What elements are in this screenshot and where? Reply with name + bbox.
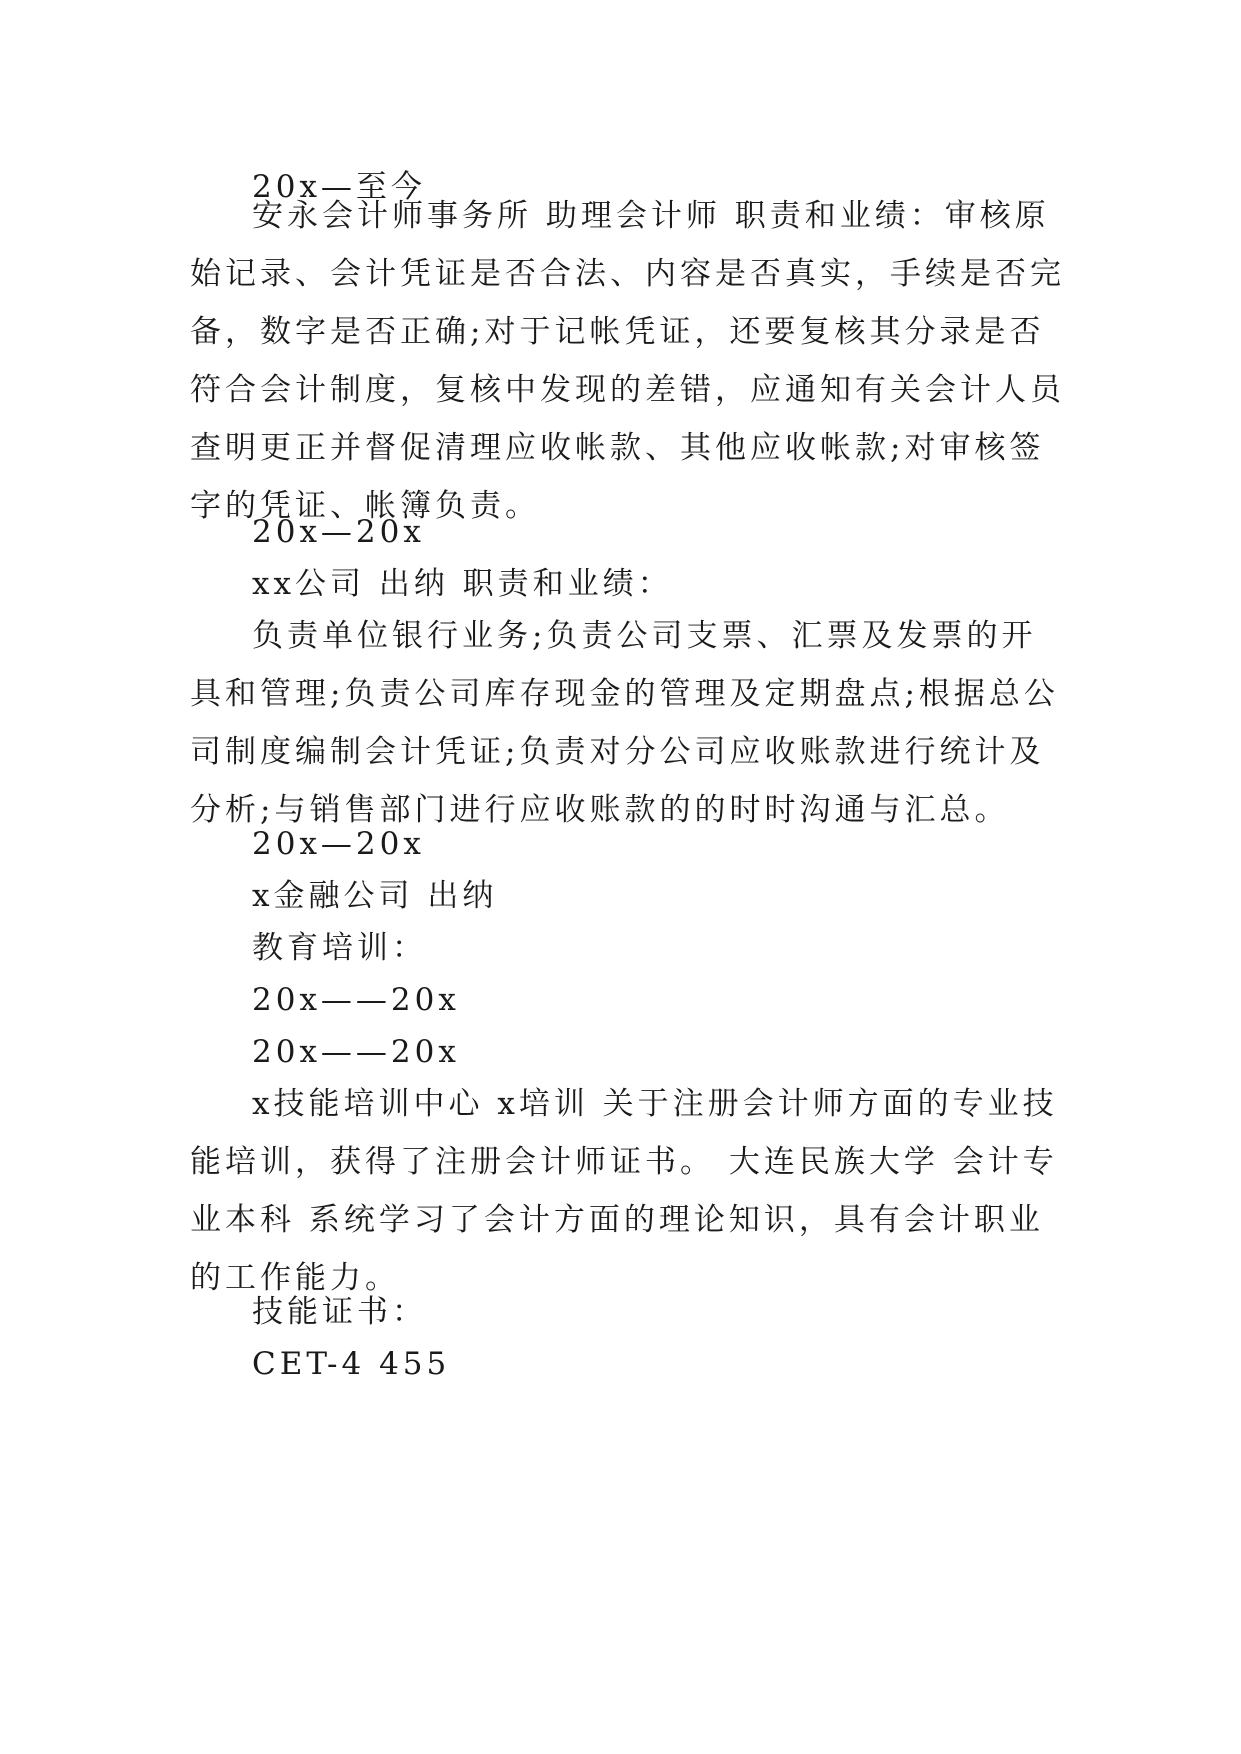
job-title-finance-company: x金融公司 出纳 [252,878,498,914]
job-description-ey: 安永会计师事务所 助理会计师 职责和业绩：审核原始记录、会计凭证是否合法、内容是否真实，手续是否完备，数字是否正确;对于记帐凭证，还要复核其分录是否符合会计制度，复核中发现的差错，应通知有关会计人员查明更正并督促清理应收帐款、其他应收帐款;对审核签字的凭证、帐簿负责。 [190,198,1065,524]
period-second: 20x—20x [252,514,425,550]
certificate-cet4: CET-4 455 [252,1346,451,1382]
education-period-2: 20x——20x [252,1034,460,1070]
education-description: x技能培训中心 x培训 关于注册会计师方面的专业技能培训，获得了注册会计师证书。 大连民族大学 会计专业本科 系统学习了会计方面的理论知识，具有会计职业的工作能力。 [190,1086,1058,1296]
education-period-1: 20x——20x [252,982,460,1018]
certificates-heading: 技能证书： [252,1294,427,1330]
period-current: 20x—至今 [252,169,426,205]
education-heading: 教育培训： [252,930,427,966]
job-title-xx-company: xx公司 出纳 职责和业绩： [252,566,673,602]
job-description-xx-company: 负责单位银行业务;负责公司支票、汇票及发票的开具和管理;负责公司库存现金的管理及定期盘点;根据总公司制度编制会计凭证;负责对分公司应收账款进行统计及分析;与销售部门进行应收账款的的时时沟通与汇总。 [190,618,1059,828]
period-third: 20x—20x [252,826,425,862]
